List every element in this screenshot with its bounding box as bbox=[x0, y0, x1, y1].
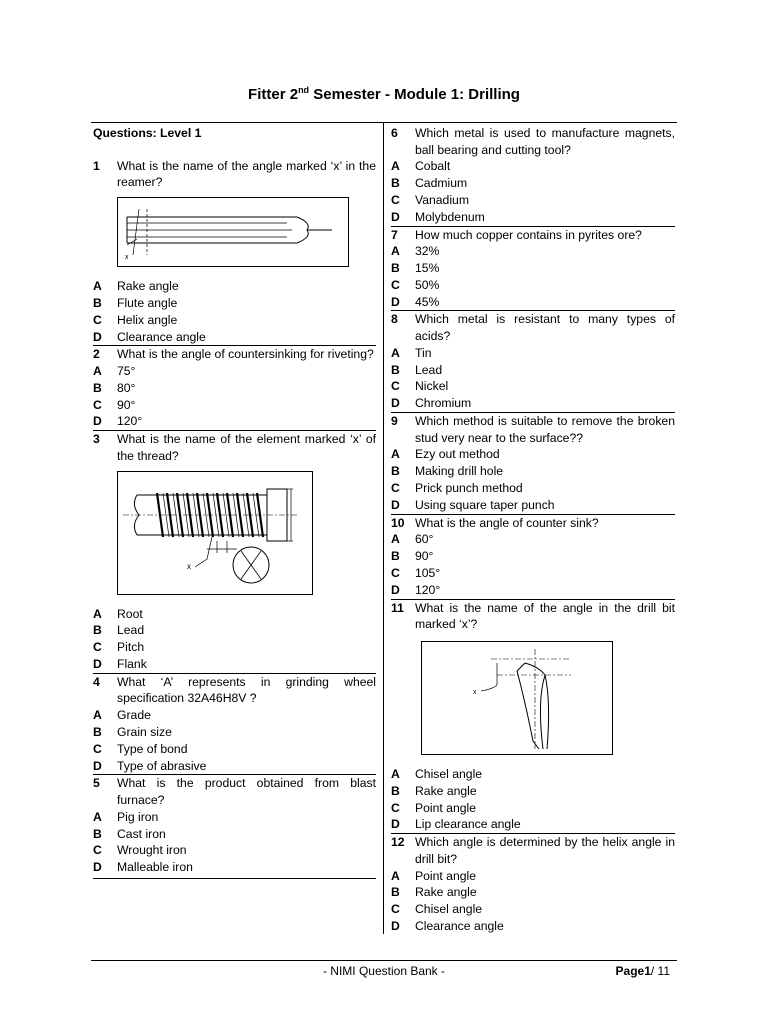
option-c: C Vanadium bbox=[391, 193, 469, 207]
thread-diagram bbox=[117, 471, 313, 595]
drill-bit-figure bbox=[421, 641, 675, 758]
footer-center: - NIMI Question Bank - bbox=[322, 964, 446, 978]
option-b: B Rake angle bbox=[391, 885, 477, 900]
option-c: C Pitch bbox=[93, 640, 145, 655]
question-5 bbox=[93, 775, 376, 879]
right-column bbox=[391, 125, 675, 935]
option-a: A Point angle bbox=[391, 868, 476, 883]
option-b: B 15% bbox=[391, 261, 440, 276]
option-d: D Type of abrasive bbox=[93, 758, 207, 773]
question-text: What is the name of the angle marked ‘x’ in the reamer? bbox=[117, 158, 376, 190]
question-number: 5 bbox=[93, 776, 100, 791]
question-text: What is the angle of counter sink? bbox=[415, 515, 599, 530]
question-number: 12 bbox=[391, 835, 405, 850]
option-a: A Tin bbox=[391, 345, 432, 360]
reamer-diagram bbox=[117, 197, 349, 267]
option-b: B 80° bbox=[93, 380, 136, 395]
option-c: C Wrought iron bbox=[93, 843, 187, 858]
thread-figure bbox=[117, 471, 376, 598]
option-c: C 105° bbox=[391, 565, 441, 580]
option-d: D Chromium bbox=[391, 396, 472, 411]
question-number: 2 bbox=[93, 347, 100, 362]
option-a: A Rake angle bbox=[93, 279, 179, 294]
question-text: What is the name of the angle in the drill bit marked ‘x’? bbox=[415, 600, 675, 632]
question-text: How much copper contains in pyrites ore? bbox=[415, 227, 642, 242]
option-a: A Chisel angle bbox=[391, 766, 483, 781]
option-c: C Helix angle bbox=[93, 312, 178, 327]
level-header: Questions: Level 1 bbox=[93, 126, 202, 140]
option-b: B Rake angle bbox=[391, 783, 477, 798]
option-b: B Lead bbox=[93, 623, 145, 638]
option-c: C 90° bbox=[93, 397, 136, 412]
option-b: B Cast iron bbox=[93, 826, 166, 841]
question-3 bbox=[93, 431, 376, 674]
question-text: What ‘A’ represents in grinding wheel specification 32A46H8V ? bbox=[117, 674, 376, 706]
fig3-x-label: x bbox=[187, 561, 191, 571]
page-title: Fitter 2nd Semester - Module 1: Drilling bbox=[248, 85, 520, 103]
question-4 bbox=[93, 674, 376, 776]
question-text: Which angle is determined by the helix angle in drill bit? bbox=[415, 835, 675, 866]
option-b: B Cadmium bbox=[391, 176, 468, 191]
option-d: D 120° bbox=[93, 414, 143, 429]
option-c: C Nickel bbox=[391, 379, 449, 394]
question-12 bbox=[391, 834, 675, 935]
question-text: Which metal is resistant to many types of acids? bbox=[415, 312, 675, 344]
question-2 bbox=[93, 346, 376, 431]
option-b: B 90° bbox=[391, 549, 434, 564]
option-d: D 120° bbox=[391, 582, 441, 597]
question-10 bbox=[391, 515, 675, 600]
question-11 bbox=[391, 600, 675, 835]
option-d: D Clearance angle bbox=[93, 329, 206, 344]
question-number: 1 bbox=[93, 158, 100, 173]
question-text: What is the name of the element marked ‘x’ of the thread? bbox=[117, 432, 376, 463]
option-a: A Root bbox=[93, 606, 143, 621]
option-c: C Type of bond bbox=[93, 741, 188, 756]
option-d: D Malleable iron bbox=[93, 860, 193, 875]
option-a: A 60° bbox=[391, 532, 434, 547]
option-b: B Flute angle bbox=[93, 295, 178, 310]
drill-bit-diagram bbox=[421, 641, 613, 755]
column-divider bbox=[383, 122, 384, 934]
option-d: D Lip clearance angle bbox=[391, 817, 521, 832]
question-1 bbox=[93, 158, 376, 347]
option-d: D 45% bbox=[391, 294, 440, 309]
option-a: A Grade bbox=[93, 708, 151, 723]
question-number: 4 bbox=[93, 674, 100, 689]
option-a: A 32% bbox=[391, 244, 440, 259]
option-b: B Lead bbox=[391, 362, 443, 377]
option-a: A 75° bbox=[93, 364, 136, 378]
question-7 bbox=[391, 227, 675, 312]
question-number: 3 bbox=[93, 432, 100, 447]
question-8 bbox=[391, 311, 675, 413]
question-number: 11 bbox=[391, 600, 404, 615]
question-number: 9 bbox=[391, 414, 398, 429]
question-text: Which method is suitable to remove the broken stud very near to the surface?? bbox=[415, 414, 675, 445]
option-a: A Ezy out method bbox=[391, 447, 500, 462]
footer-rule bbox=[91, 960, 677, 961]
option-d: D Flank bbox=[93, 656, 147, 671]
option-b: B Making drill hole bbox=[391, 464, 504, 479]
option-c: C Prick punch method bbox=[391, 481, 523, 496]
option-c: C Point angle bbox=[391, 800, 476, 815]
option-d: D Using square taper punch bbox=[391, 497, 555, 512]
top-rule bbox=[91, 122, 677, 123]
option-a: A Pig iron bbox=[93, 809, 159, 824]
option-c: C 50% bbox=[391, 277, 440, 292]
left-column bbox=[93, 125, 376, 879]
reamer-figure bbox=[117, 197, 376, 270]
fig1-x-label: x bbox=[125, 254, 129, 262]
question-text: Which metal is used to manufacture magnets, ball bearing and cutting tool? bbox=[415, 126, 675, 157]
question-6 bbox=[391, 125, 675, 227]
question-number: 10 bbox=[391, 515, 405, 530]
page-number: Page1/ 11 bbox=[615, 964, 670, 978]
option-d: D Clearance angle bbox=[391, 918, 504, 933]
question-number: 7 bbox=[391, 227, 398, 242]
option-d: D Molybdenum bbox=[391, 209, 485, 224]
question-9 bbox=[391, 413, 675, 515]
question-number: 8 bbox=[391, 312, 398, 327]
question-text: What is the angle of countersinking for riveting? bbox=[117, 347, 374, 362]
question-text: What is the product obtained from blast furnace? bbox=[117, 776, 376, 808]
fig11-x-label: x bbox=[473, 688, 477, 696]
option-a: A Cobalt bbox=[391, 159, 451, 174]
option-c: C Chisel angle bbox=[391, 902, 483, 917]
option-b: B Grain size bbox=[93, 724, 172, 739]
question-number: 6 bbox=[391, 126, 398, 140]
